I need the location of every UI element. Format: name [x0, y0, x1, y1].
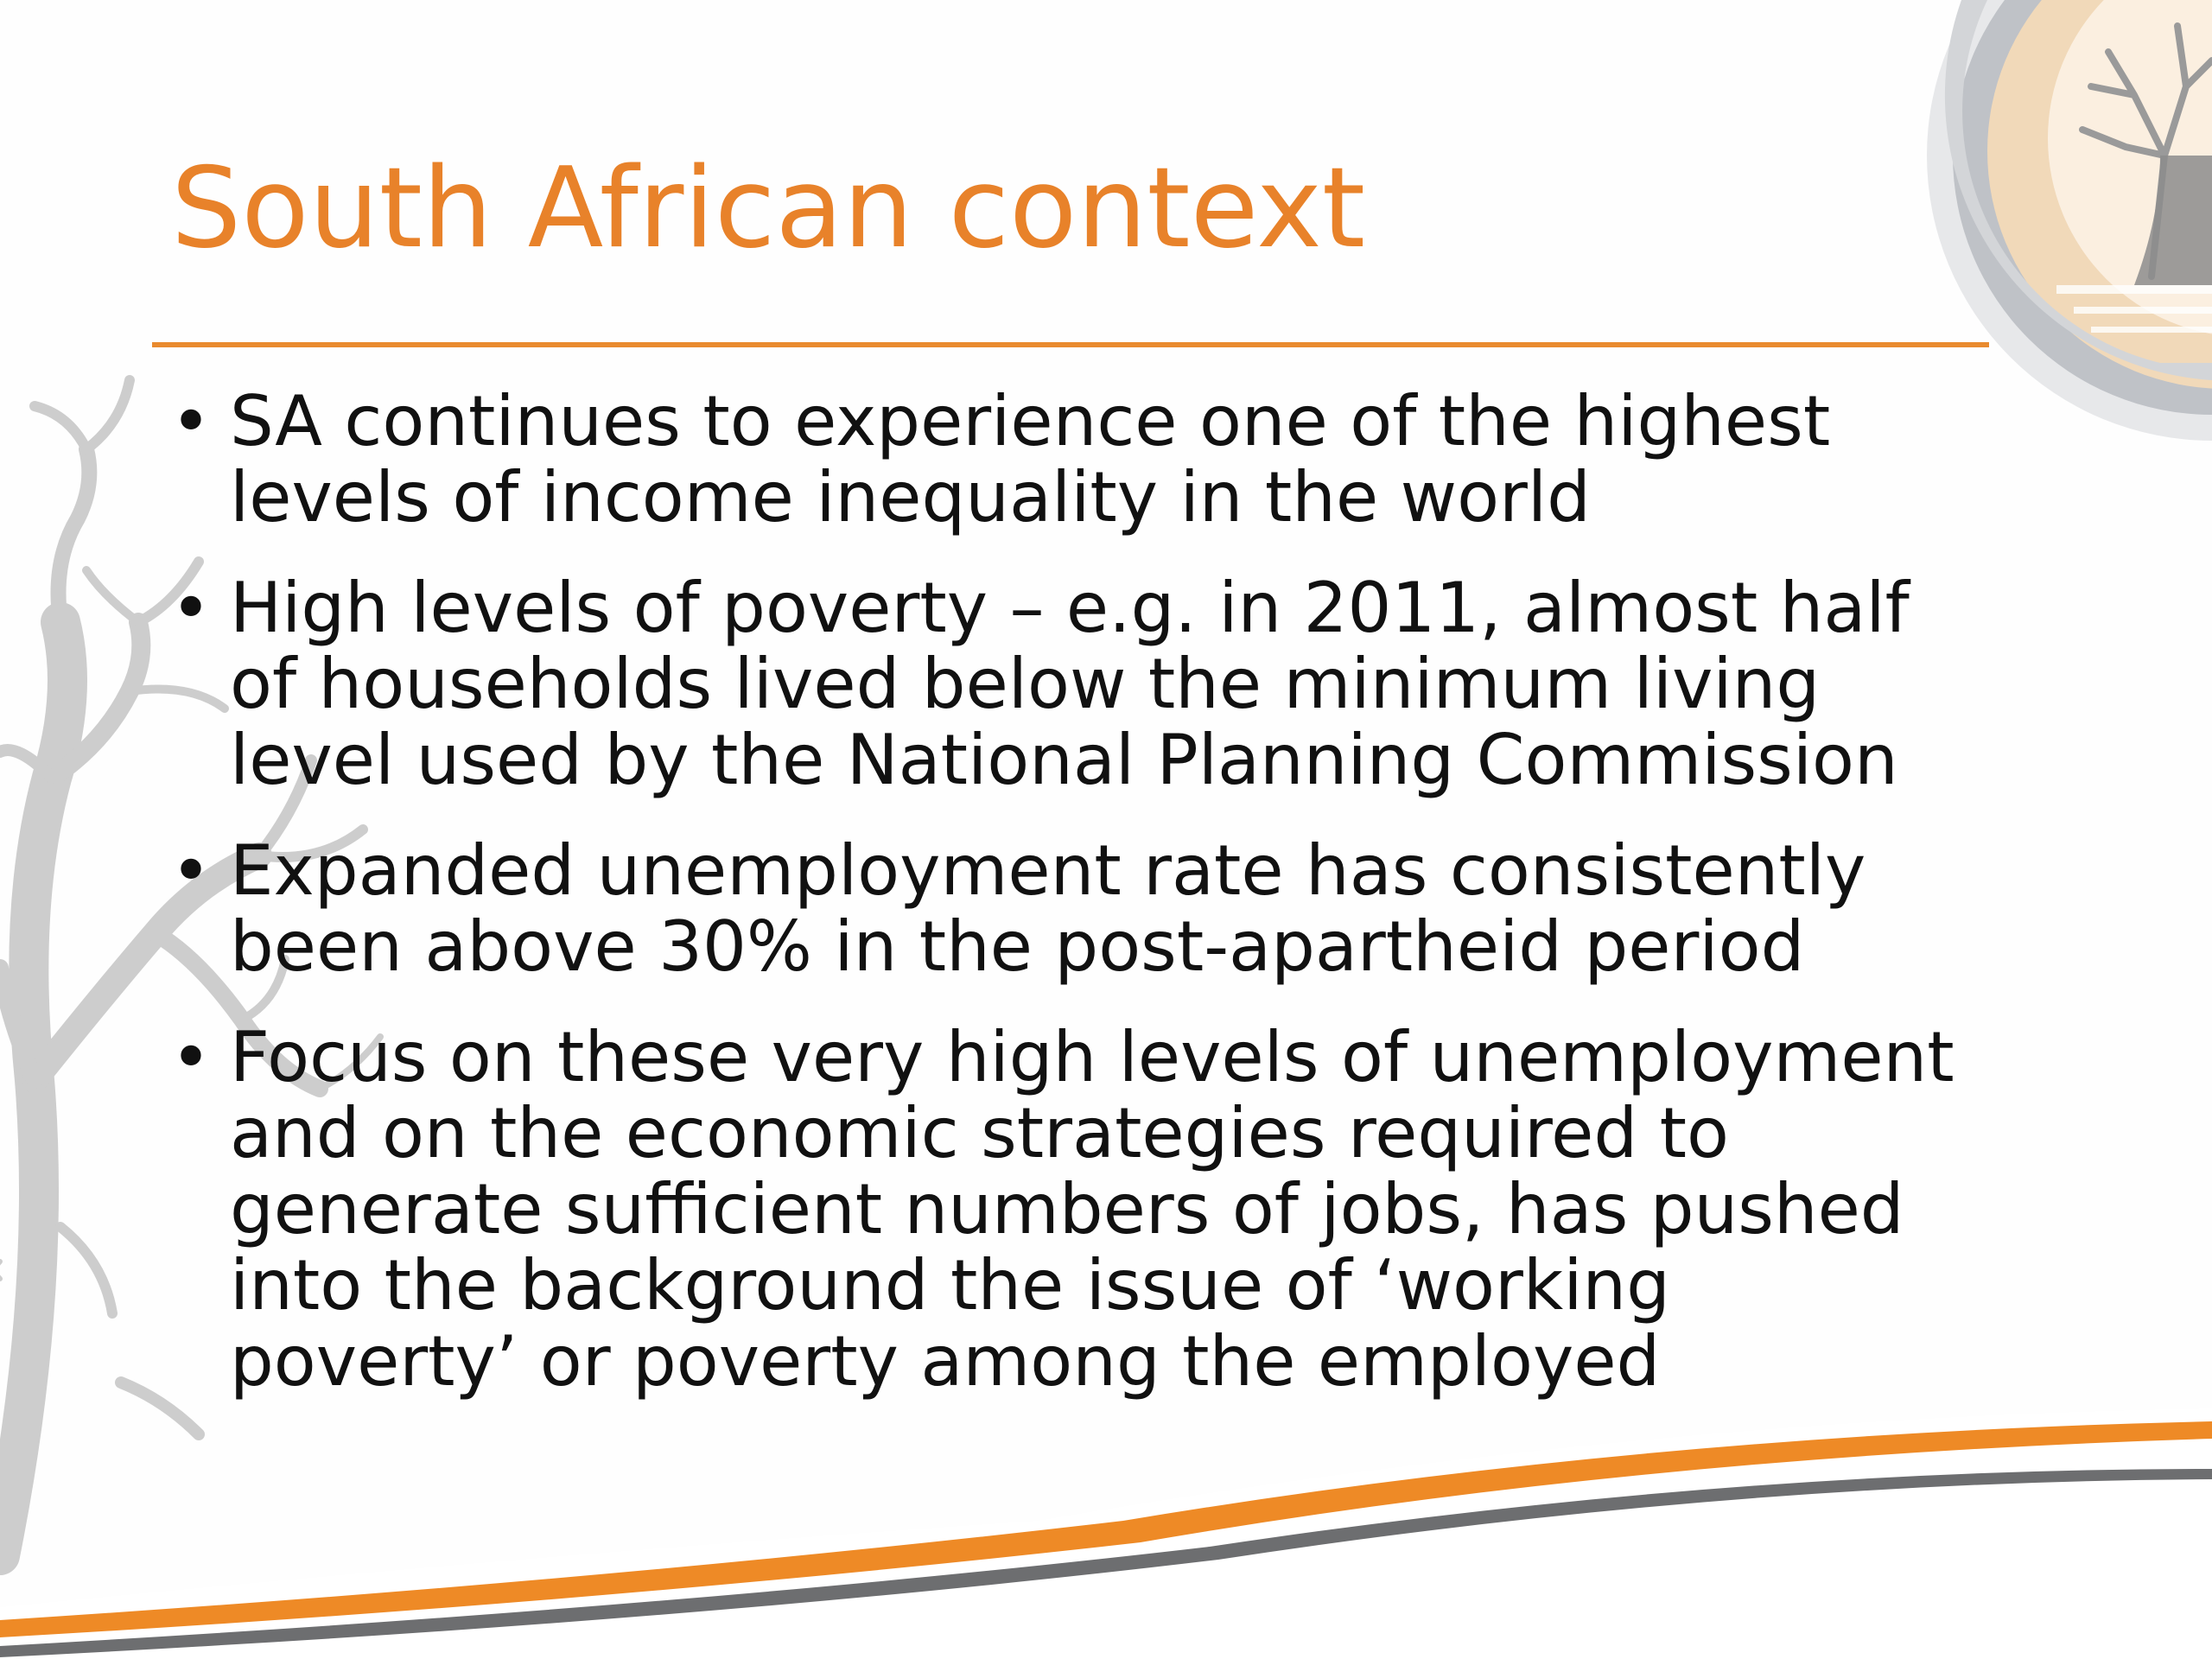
bullet-line: been above 30% in the post-apartheid period — [230, 906, 1805, 987]
bullet-line: High levels of poverty – e.g. in 2011, almost half — [230, 568, 1910, 648]
bullet-item — [169, 381, 2053, 537]
bullet-item — [169, 570, 2053, 798]
title-divider — [152, 342, 1989, 347]
slide-title: South African context — [171, 144, 1365, 273]
bullet-item — [169, 830, 2053, 987]
bullet-line: SA continues to experience one of the highest — [230, 381, 1831, 461]
bullet-line: and on the economic strategies required to — [230, 1093, 1729, 1173]
bullet-line: of households lived below the minimum living — [230, 644, 1821, 724]
bullet-point-icon: • — [170, 568, 212, 648]
bullet-line: generate sufficient numbers of jobs, has pushed — [230, 1169, 1904, 1249]
bullet-point-icon: • — [170, 1017, 212, 1097]
bullet-line: into the background the issue of ‘working — [230, 1245, 1670, 1325]
bullet-item — [169, 1017, 2053, 1402]
bullet-line: Expanded unemployment rate has consistently — [230, 830, 1866, 911]
bullet-line: poverty’ or poverty among the employed — [230, 1321, 1661, 1402]
bullet-list — [169, 381, 2053, 1434]
bullet-line: level used by the National Planning Commission — [230, 720, 1898, 800]
bottom-waves-icon — [0, 1408, 2212, 1659]
bullet-line: Focus on these very high levels of unemployment — [230, 1017, 1955, 1097]
bullet-point-icon: • — [170, 830, 212, 911]
bullet-point-icon: • — [170, 381, 212, 461]
baobab-emblem-icon — [1927, 0, 2212, 441]
bullet-line: levels of income inequality in the world — [230, 457, 1591, 537]
